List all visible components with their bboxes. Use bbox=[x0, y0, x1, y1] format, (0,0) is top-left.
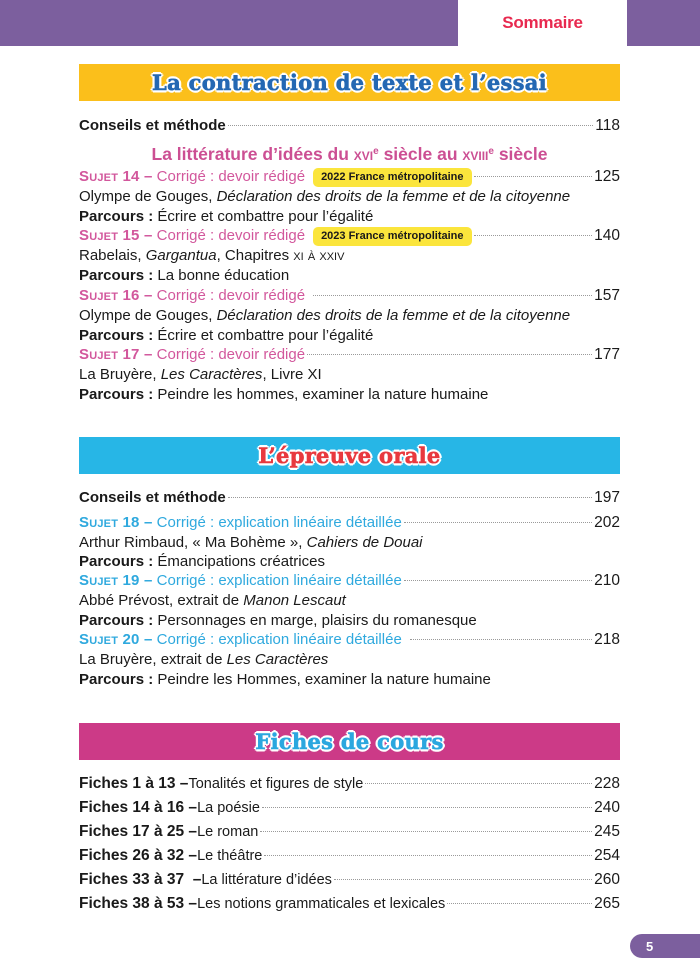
dot-leader bbox=[260, 831, 592, 832]
page-number: 157 bbox=[594, 287, 620, 304]
section-title: La contraction de texte et l’essai bbox=[152, 70, 547, 95]
sujet-desc: Corrigé : devoir rédigé bbox=[152, 168, 306, 185]
page-number: 210 bbox=[594, 572, 620, 589]
page-number: 118 bbox=[595, 117, 620, 134]
section-title: L’épreuve orale bbox=[258, 443, 441, 468]
page-number-tab bbox=[630, 934, 700, 958]
dot-leader bbox=[228, 125, 594, 126]
toc-entry-sujet-14[interactable] bbox=[79, 167, 620, 187]
header-tab-sommaire: Sommaire bbox=[458, 0, 627, 46]
sujet-label: Sujet 15 – bbox=[79, 227, 153, 244]
fiche-label: Fiches 17 à 25 – bbox=[79, 823, 198, 840]
toc-entry-sujet-17[interactable] bbox=[79, 345, 620, 365]
sujet-parcours: Parcours : Peindre les hommes, examiner la nature humaine bbox=[79, 386, 489, 403]
section-banner-oral bbox=[79, 437, 620, 474]
page-number: 125 bbox=[594, 168, 620, 185]
page-number: 240 bbox=[594, 799, 620, 816]
sujet-source: La Bruyère, extrait de Les Caractères bbox=[79, 651, 329, 668]
toc-entry-fiches-33-37[interactable] bbox=[79, 869, 620, 891]
sujet-label: Sujet 14 – bbox=[79, 168, 153, 185]
dot-leader bbox=[307, 354, 592, 355]
sujet-source: La Bruyère, Les Caractères, Livre XI bbox=[79, 366, 322, 383]
sujet-desc: Corrigé : devoir rédigé bbox=[152, 287, 306, 304]
page-number: 228 bbox=[594, 775, 620, 792]
dot-leader bbox=[313, 295, 592, 296]
page-number: 197 bbox=[594, 489, 620, 506]
dot-leader bbox=[365, 783, 592, 784]
sujet-desc: Corrigé : explication linéaire détaillée bbox=[152, 572, 402, 589]
toc-entry-sujet-15[interactable] bbox=[79, 226, 620, 246]
dot-leader bbox=[228, 497, 592, 498]
fiche-title: Le théâtre bbox=[197, 848, 263, 864]
page-number: 254 bbox=[594, 847, 620, 864]
page-number: 245 bbox=[594, 823, 620, 840]
fiche-label: Fiches 38 à 53 – bbox=[79, 895, 198, 912]
fiche-label: Fiches 14 à 16 – bbox=[79, 799, 198, 816]
sujet-desc: Corrigé : explication linéaire détaillée bbox=[152, 631, 402, 648]
toc-entry-fiches-14-16[interactable] bbox=[79, 797, 620, 819]
toc-entry-sujet-16[interactable] bbox=[79, 286, 620, 306]
page-number: 265 bbox=[594, 895, 620, 912]
dot-leader bbox=[410, 639, 592, 640]
toc-entry-fiches-38-53[interactable] bbox=[79, 893, 620, 915]
fiche-label: Fiches 26 à 32 – bbox=[79, 847, 198, 864]
subsection-heading: La littérature d’idées du xvi$^e$ siècle au xviii$^e$ siècle bbox=[151, 144, 548, 164]
sujet-parcours: Parcours : Personnages en marge, plaisirs du romanesque bbox=[79, 612, 477, 629]
page-number: 202 bbox=[594, 514, 620, 531]
fiche-title: Les notions grammaticales et lexicales bbox=[197, 896, 446, 912]
dot-leader bbox=[447, 903, 592, 904]
dot-leader bbox=[474, 235, 593, 236]
dot-leader bbox=[404, 580, 592, 581]
toc-entry-methode-1[interactable] bbox=[79, 116, 620, 136]
section-banner-contraction bbox=[79, 64, 620, 101]
toc-entry-sujet-18[interactable] bbox=[79, 513, 620, 533]
sujet-source: Olympe de Gouges, Déclaration des droits de la femme et de la citoyenne bbox=[79, 188, 571, 205]
page-number-label: 5 bbox=[646, 938, 654, 954]
fiche-title: Le roman bbox=[197, 824, 259, 840]
entry-label: Conseils et méthode bbox=[79, 117, 226, 134]
page-number: 177 bbox=[594, 346, 620, 363]
sujet-parcours: Parcours : Émancipations créatrices bbox=[79, 553, 325, 570]
sujet-parcours: Parcours : Écrire et combattre pour l’égalité bbox=[79, 208, 374, 225]
toc-entry-methode-2[interactable] bbox=[79, 488, 620, 508]
sujet-label: Sujet 18 – bbox=[79, 514, 153, 531]
sujet-desc: Corrigé : devoir rédigé bbox=[152, 227, 306, 244]
fiche-label: Fiches 1 à 13 – bbox=[79, 775, 189, 792]
sujet-source: Rabelais, Gargantua, Chapitres xi à xxiv bbox=[79, 247, 345, 264]
sujet-desc: Corrigé : explication linéaire détaillée bbox=[152, 514, 402, 531]
page-number: 140 bbox=[594, 227, 620, 244]
toc-entry-sujet-19[interactable] bbox=[79, 571, 620, 591]
sujet-desc: Corrigé : devoir rédigé bbox=[152, 346, 306, 363]
dot-leader bbox=[262, 807, 592, 808]
sujet-parcours: Parcours : Peindre les Hommes, examiner la nature humaine bbox=[79, 671, 491, 688]
page-number: 218 bbox=[594, 631, 620, 648]
sujet-source: Arthur Rimbaud, « Ma Bohème », Cahiers de Douai bbox=[79, 534, 423, 551]
dot-leader bbox=[474, 176, 593, 177]
sujet-source: Olympe de Gouges, Déclaration des droits de la femme et de la citoyenne bbox=[79, 307, 571, 324]
sujet-label: Sujet 19 – bbox=[79, 572, 153, 589]
fiche-title: Tonalités et figures de style bbox=[188, 776, 364, 792]
entry-label: Conseils et méthode bbox=[79, 489, 226, 506]
exam-badge: 2022 France métropolitaine bbox=[313, 168, 471, 187]
section-banner-fiches bbox=[79, 723, 620, 760]
toc-entry-fiches-1-13[interactable] bbox=[79, 773, 620, 795]
sujet-label: Sujet 17 – bbox=[79, 346, 153, 363]
fiche-label: Fiches 33 à 37 – bbox=[79, 871, 202, 888]
sujet-parcours: Parcours : La bonne éducation bbox=[79, 267, 290, 284]
sujet-label: Sujet 16 – bbox=[79, 287, 153, 304]
fiche-title: La poésie bbox=[197, 800, 260, 816]
dot-leader bbox=[334, 879, 592, 880]
page-number: 260 bbox=[594, 871, 620, 888]
sujet-source: Abbé Prévost, extrait de Manon Lescaut bbox=[79, 592, 346, 609]
dot-leader bbox=[264, 855, 592, 856]
section-title: Fiches de cours bbox=[255, 729, 444, 754]
sujet-parcours: Parcours : Écrire et combattre pour l’égalité bbox=[79, 327, 374, 344]
sujet-label: Sujet 20 – bbox=[79, 631, 153, 648]
toc-entry-sujet-20[interactable] bbox=[79, 630, 620, 650]
exam-badge: 2023 France métropolitaine bbox=[313, 227, 471, 246]
toc-entry-fiches-26-32[interactable] bbox=[79, 845, 620, 867]
fiche-title: La littérature d’idées bbox=[201, 872, 332, 888]
dot-leader bbox=[404, 522, 592, 523]
toc-entry-fiches-17-25[interactable] bbox=[79, 821, 620, 843]
